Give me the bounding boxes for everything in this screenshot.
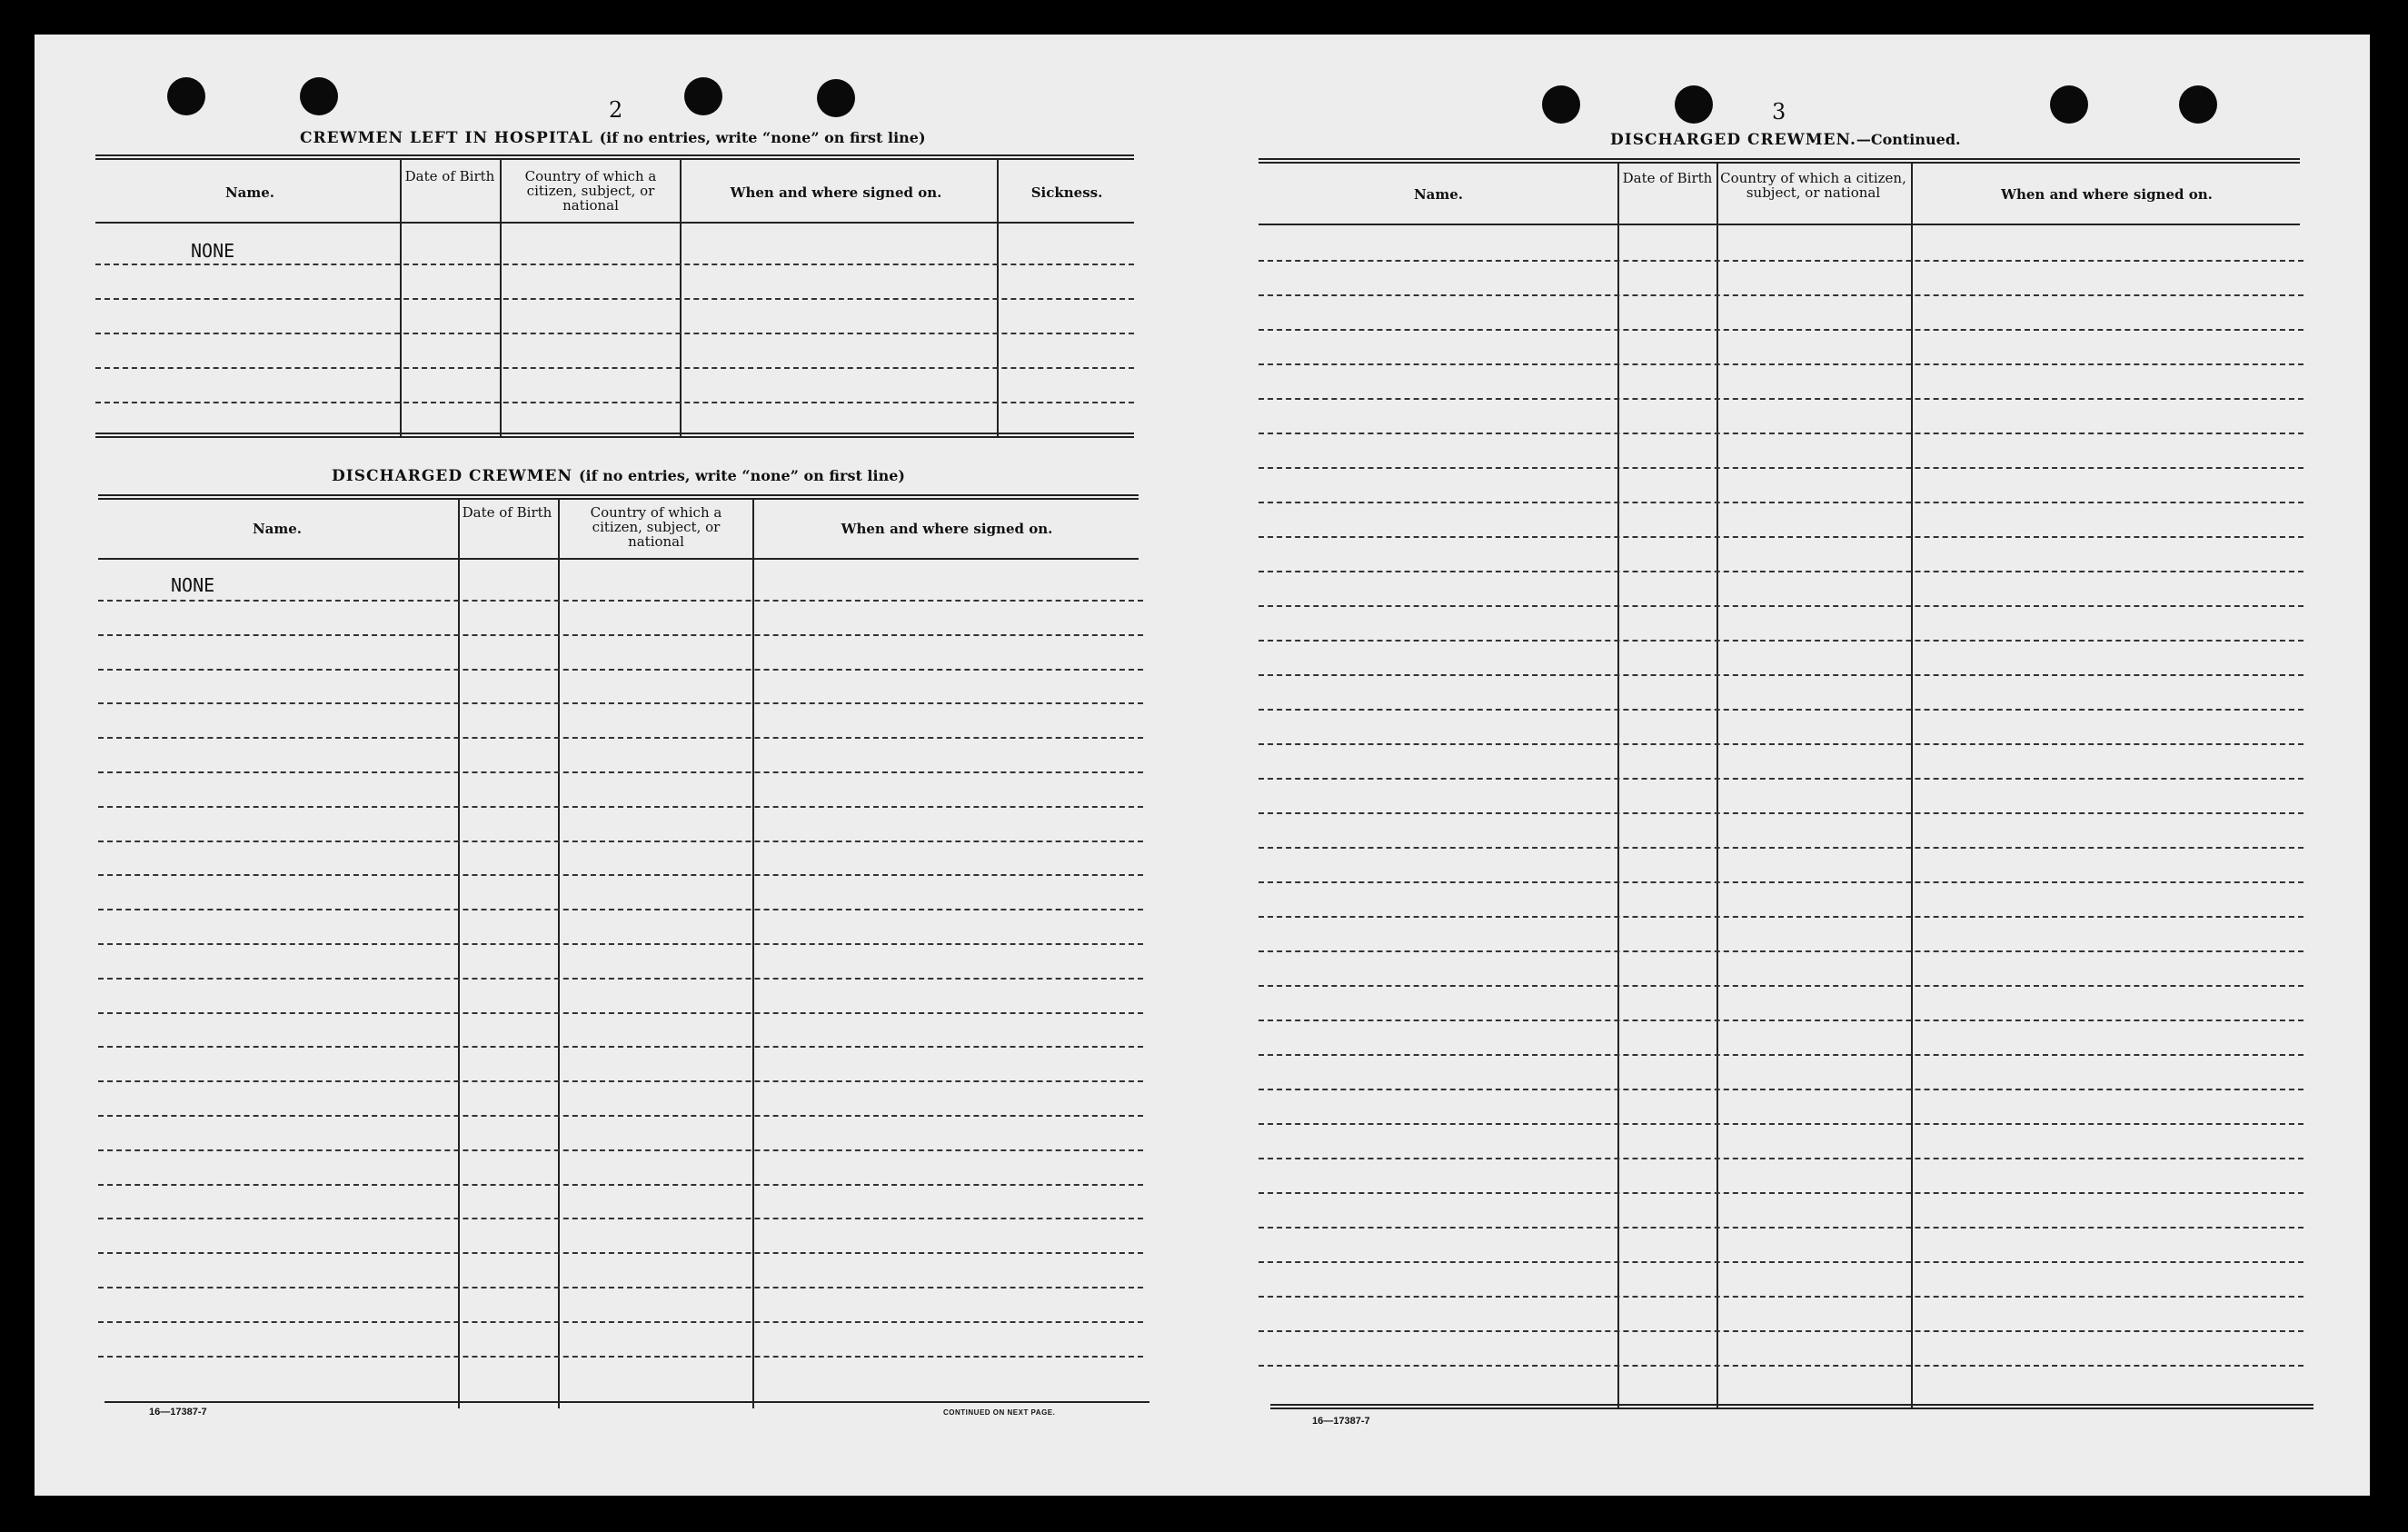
header-sickness: Sickness. (1030, 184, 1103, 201)
discharged-entry: NONE (171, 574, 215, 596)
form-line (1259, 294, 2304, 296)
form-line (98, 874, 1143, 876)
hospital-header-rule (95, 222, 1134, 224)
form-line (98, 702, 1143, 704)
form-line (1259, 1054, 2304, 1056)
form-line (1259, 1365, 2304, 1367)
form-line (95, 367, 1134, 369)
form-line (1259, 1261, 2304, 1263)
form-line (1259, 812, 2304, 814)
page-number: 3 (1772, 99, 1786, 124)
form-line (1259, 433, 2304, 434)
form-line (98, 1287, 1143, 1288)
form-line (98, 634, 1143, 636)
page-number: 2 (609, 97, 623, 123)
form-line (98, 1080, 1143, 1082)
header-country: Country of which a citizen, subject, or national (524, 168, 657, 214)
form-line (98, 771, 1143, 773)
discharged-table-bottom-rule (104, 1401, 1149, 1403)
form-line (98, 841, 1143, 842)
column-divider (458, 500, 460, 1408)
form-line (1259, 329, 2304, 331)
form-line (98, 943, 1143, 945)
header-signed-on: When and where signed on. (730, 184, 942, 201)
right-header-rule (1259, 224, 2300, 225)
form-line (1259, 916, 2304, 918)
form-line (1259, 985, 2304, 987)
punch-hole (684, 77, 722, 115)
column-divider (1911, 164, 1913, 1408)
right-table-top-rule (1259, 158, 2300, 164)
form-line (1259, 1227, 2304, 1229)
form-line (1259, 640, 2304, 642)
discharged-section-title: DISCHARGED CREWMEN (if no entries, write “none” on first line) (332, 467, 905, 485)
column-divider (1716, 164, 1718, 1408)
form-line (98, 1356, 1143, 1358)
punch-hole (167, 77, 205, 115)
form-line (1259, 467, 2304, 469)
form-line (98, 600, 1143, 602)
header-date-of-birth: Date of Birth (1622, 170, 1713, 186)
form-line (98, 806, 1143, 808)
form-line (1259, 502, 2304, 503)
header-name: Name. (1413, 186, 1464, 203)
form-line (1259, 363, 2304, 365)
form-line (98, 737, 1143, 739)
column-divider (752, 500, 754, 1408)
form-line (98, 1184, 1143, 1186)
right-table-bottom-rule (1270, 1404, 2313, 1409)
continued-note: CONTINUED ON NEXT PAGE. (943, 1408, 1056, 1417)
form-line (98, 1218, 1143, 1219)
form-line (98, 978, 1143, 980)
form-line (1259, 1158, 2304, 1159)
form-line (1259, 1296, 2304, 1298)
header-country: Country of which a citizen, subject, or national (1720, 170, 1906, 201)
punch-hole (2179, 85, 2217, 124)
form-line (95, 298, 1134, 300)
form-line (1259, 571, 2304, 572)
punch-hole (1675, 85, 1713, 124)
form-line (98, 669, 1143, 671)
form-sheet (35, 35, 2370, 1496)
hospital-entry: NONE (191, 240, 235, 262)
punch-hole (300, 77, 338, 115)
form-line (98, 1149, 1143, 1151)
punch-hole (2050, 85, 2088, 124)
form-line (1259, 674, 2304, 676)
header-date-of-birth: Date of Birth (462, 504, 552, 521)
form-line (1259, 1192, 2304, 1194)
form-code: 16—17387-7 (149, 1407, 207, 1418)
header-signed-on: When and where signed on. (841, 521, 1053, 537)
hospital-section-title: CREWMEN LEFT IN HOSPITAL (if no entries, write “none” on first line) (300, 129, 926, 147)
form-line (95, 402, 1134, 403)
header-name: Name. (224, 184, 275, 201)
form-line (1259, 1020, 2304, 1021)
form-line (1259, 536, 2304, 538)
form-line (1259, 743, 2304, 745)
form-line (98, 1012, 1143, 1014)
form-line (1259, 881, 2304, 883)
hospital-table-bottom-rule (95, 433, 1134, 438)
column-divider (558, 500, 560, 1408)
form-line (98, 1046, 1143, 1048)
form-line (1259, 260, 2304, 262)
form-line (98, 1321, 1143, 1323)
column-divider (1617, 164, 1619, 1408)
form-line (1259, 1330, 2304, 1332)
header-date-of-birth: Date of Birth (404, 168, 495, 184)
form-line (95, 264, 1134, 265)
form-line (1259, 605, 2304, 607)
header-signed-on: When and where signed on. (2001, 186, 2213, 203)
discharged-continued-title: DISCHARGED CREWMEN.—Continued. (1610, 131, 1961, 149)
punch-hole (1542, 85, 1580, 124)
form-line (98, 909, 1143, 910)
form-line (1259, 1123, 2304, 1125)
form-line (95, 333, 1134, 334)
discharged-table-top-rule (98, 494, 1139, 500)
punch-hole (817, 79, 855, 117)
form-line (1259, 778, 2304, 780)
discharged-header-rule (98, 558, 1139, 560)
form-line (1259, 1089, 2304, 1090)
form-line (98, 1252, 1143, 1254)
form-line (1259, 398, 2304, 400)
form-line (1259, 709, 2304, 711)
form-line (98, 1115, 1143, 1117)
hospital-table-top-rule (95, 154, 1134, 160)
header-country: Country of which a citizen, subject, or national (590, 504, 722, 550)
form-line (1259, 847, 2304, 849)
form-line (1259, 950, 2304, 952)
header-name: Name. (252, 521, 303, 537)
form-code: 16—17387-7 (1312, 1416, 1370, 1427)
